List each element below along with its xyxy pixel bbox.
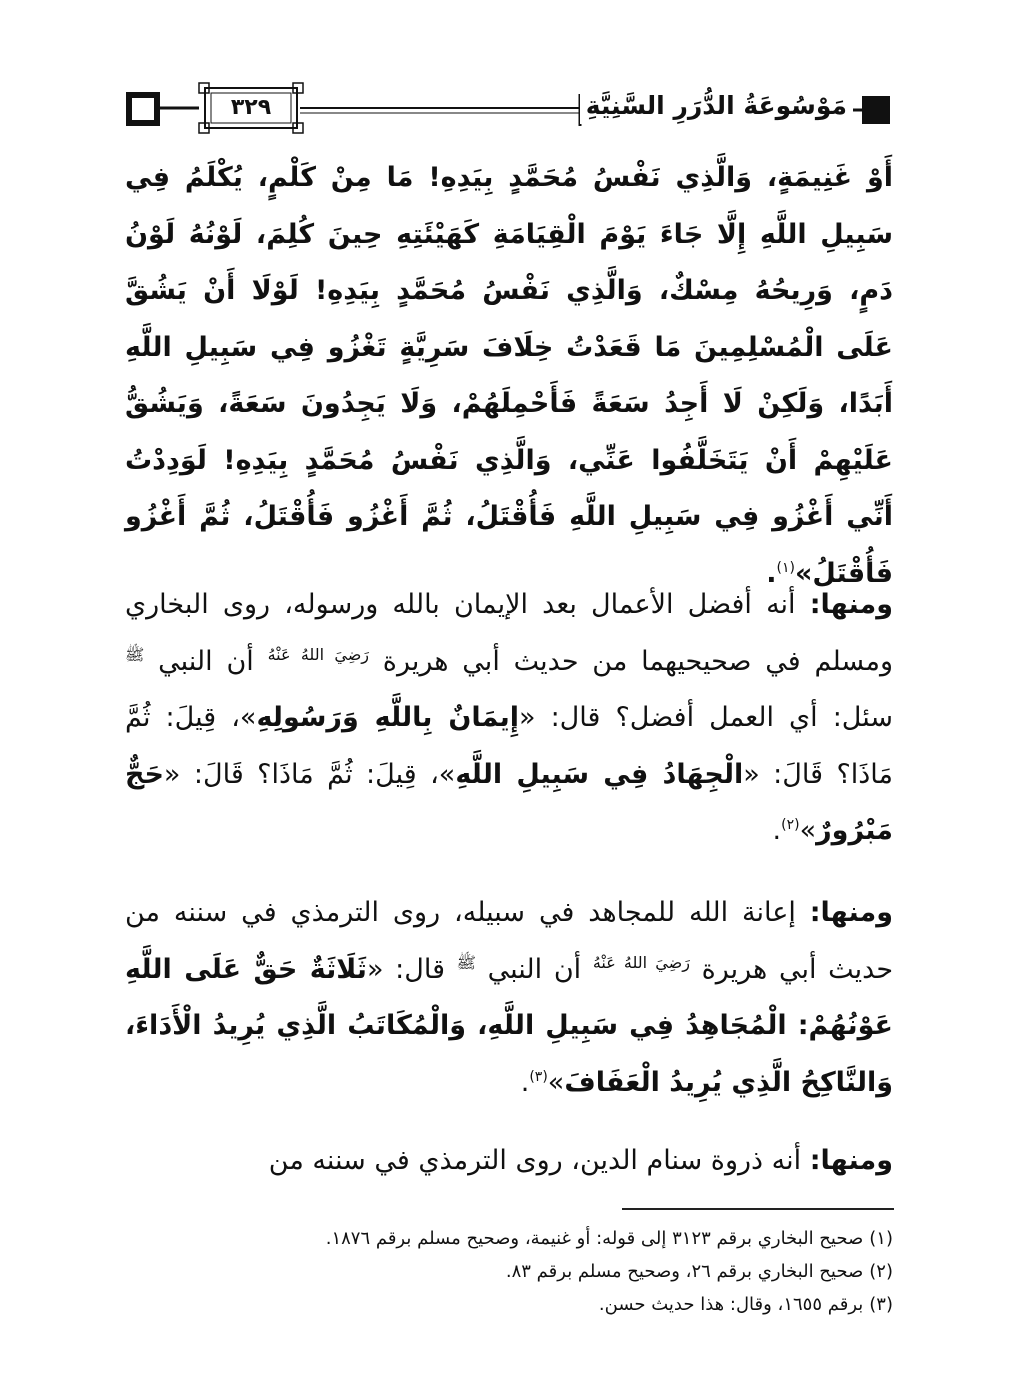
footnote-3 xyxy=(125,1288,893,1321)
book-title: مَوْسُوعَةُ الدُّرَرِ السَّنِيَّةِ xyxy=(580,88,853,124)
paragraph-text: »، قِيلَ: ثُمَّ مَاذَا؟ قَالَ: « xyxy=(125,702,893,790)
footnotes xyxy=(125,1222,893,1321)
footnote-1 xyxy=(125,1222,893,1255)
footnote-ref-1[interactable]: (١) xyxy=(776,559,795,576)
honorific-radiallahu: رَضِيَ اللهُ عَنْهُ xyxy=(592,952,690,972)
hadith-text: أَوْ غَنِيمَةٍ، وَالَّذِي نَفْسُ مُحَمَّدٍ بِيَدِهِ! مَا مِنْ كَلْمٍ، يُكْلَمُ فِي سَبِيلِ اللَّهِ إِلَّا جَاءَ يَوْمَ الْقِيَامَةِ كَهَيْئَتِهِ حِينَ كُلِمَ، لَوْنُهُ لَوْنُ دَمٍ، وَرِيحُهُ مِسْكٌ، وَالَّذِي نَفْسُ مُحَمَّدٍ بِيَدِهِ! لَوْلَا أَنْ يَشُقَّ عَلَى الْمُسْلِمِينَ مَا قَعَدْتُ خِلَافَ سَرِيَّةٍ تَغْزُو فِي سَبِيلِ اللَّهِ أَبَدًا، وَلَكِنْ لَا أَجِدُ سَعَةً فَأَحْمِلَهُمْ، وَلَا يَجِدُونَ سَعَةً، وَيَشُقُّ عَلَيْهِمْ أَنْ يَتَخَلَّفُوا عَنِّي، وَالَّذِي نَفْسُ مُحَمَّدٍ بِيَدِهِ! لَوَدِدْتُ أَنِّي أَغْزُو فِي سَبِيلِ اللَّهِ فَأُقْتَلُ، ثُمَّ أَغْزُو فَأُقْتَلُ، ثُمَّ أَغْزُو فَأُقْتَلُ» xyxy=(125,162,893,589)
footnote-number: (٢) xyxy=(869,1261,893,1282)
paragraph-text: » xyxy=(547,1066,565,1098)
paragraph-end: . xyxy=(520,1066,530,1098)
paragraph-lead: ومنها: xyxy=(809,589,893,620)
footnote-text: صحيح البخاري برقم ٢٦، وصحيح مسلم برقم ٨٣. xyxy=(505,1261,864,1282)
hadith-quote: حَجٌّ مَبْرُورٌ xyxy=(125,758,893,846)
paragraph-peak-of-religion xyxy=(125,1133,893,1190)
paragraph-text: أنه ذروة سنام الدين، روى الترمذي في سننه من xyxy=(268,1145,810,1176)
paragraph-lead: ومنها: xyxy=(809,897,893,928)
footnote-ref-2[interactable]: (٢) xyxy=(781,817,800,833)
hadith-continuation xyxy=(125,150,893,602)
paragraph-text: سئل: أي العمل أفضل؟ قال: « xyxy=(519,702,894,733)
hadith-quote: الْجِهَادُ فِي سَبِيلِ اللَّهِ xyxy=(455,758,744,790)
paragraph-text: قال: « xyxy=(366,953,457,985)
hadith-end: . xyxy=(766,557,777,589)
footnote-2 xyxy=(125,1255,893,1288)
footnote-number: (٣) xyxy=(869,1294,893,1315)
paragraph-lead: ومنها: xyxy=(809,1145,893,1176)
hadith-quote: ثَلَاثَةٌ حَقٌّ عَلَى اللَّهِ عَوْنُهُمْ: الْمُجَاهِدُ فِي سَبِيلِ اللَّهِ، وَالْمُكَاتَبُ الَّذِي يُرِيدُ الْأَدَاءَ، وَالنَّاكِحُ الَّذِي يُرِيدُ الْعَفَافَ xyxy=(125,953,893,1098)
paragraph-text: »، قِيلَ: ثُمَّ مَاذَا؟ قَالَ: « xyxy=(163,758,456,790)
paragraph-text: إعانة الله للمجاهد في سبيله، روى الترمذي في سننه من حديث أبي هريرة xyxy=(125,897,894,985)
honorific-salallahu: ﷺ xyxy=(456,952,476,972)
paragraph-text: » xyxy=(799,815,817,846)
honorific-radiallahu: رَضِيَ اللهُ عَنْهُ xyxy=(267,644,369,664)
paragraph-text: أن النبي xyxy=(475,953,593,985)
hadith-quote: إِيمَانٌ بِاللَّهِ وَرَسُولِهِ xyxy=(256,702,519,733)
footnote-text: برقم ١٦٥٥، وقال: هذا حديث حسن. xyxy=(598,1294,864,1315)
footnote-ref-3[interactable]: (٣) xyxy=(529,1068,548,1085)
page-number: ٣٢٩ xyxy=(230,95,272,120)
paragraph-virtue-best-deed xyxy=(125,577,893,860)
paragraph-allah-helps-mujahid xyxy=(125,885,893,1111)
footnote-number: (١) xyxy=(869,1228,893,1249)
paragraph-text: أن النبي xyxy=(144,645,268,677)
footnote-text: صحيح البخاري برقم ٣١٢٣ إلى قوله: أو غنيمة، وصحيح مسلم برقم ١٨٧٦. xyxy=(325,1228,864,1249)
footnote-separator xyxy=(622,1208,894,1210)
honorific-salallahu: ﷺ xyxy=(125,644,145,664)
paragraph-text: أنه أفضل الأعمال بعد الإيمان بالله ورسوله، روى البخاري ومسلم في صحيحيهما من حديث أبي هريرة xyxy=(125,589,893,677)
page-header xyxy=(125,82,893,142)
paragraph-end: . xyxy=(772,815,782,846)
